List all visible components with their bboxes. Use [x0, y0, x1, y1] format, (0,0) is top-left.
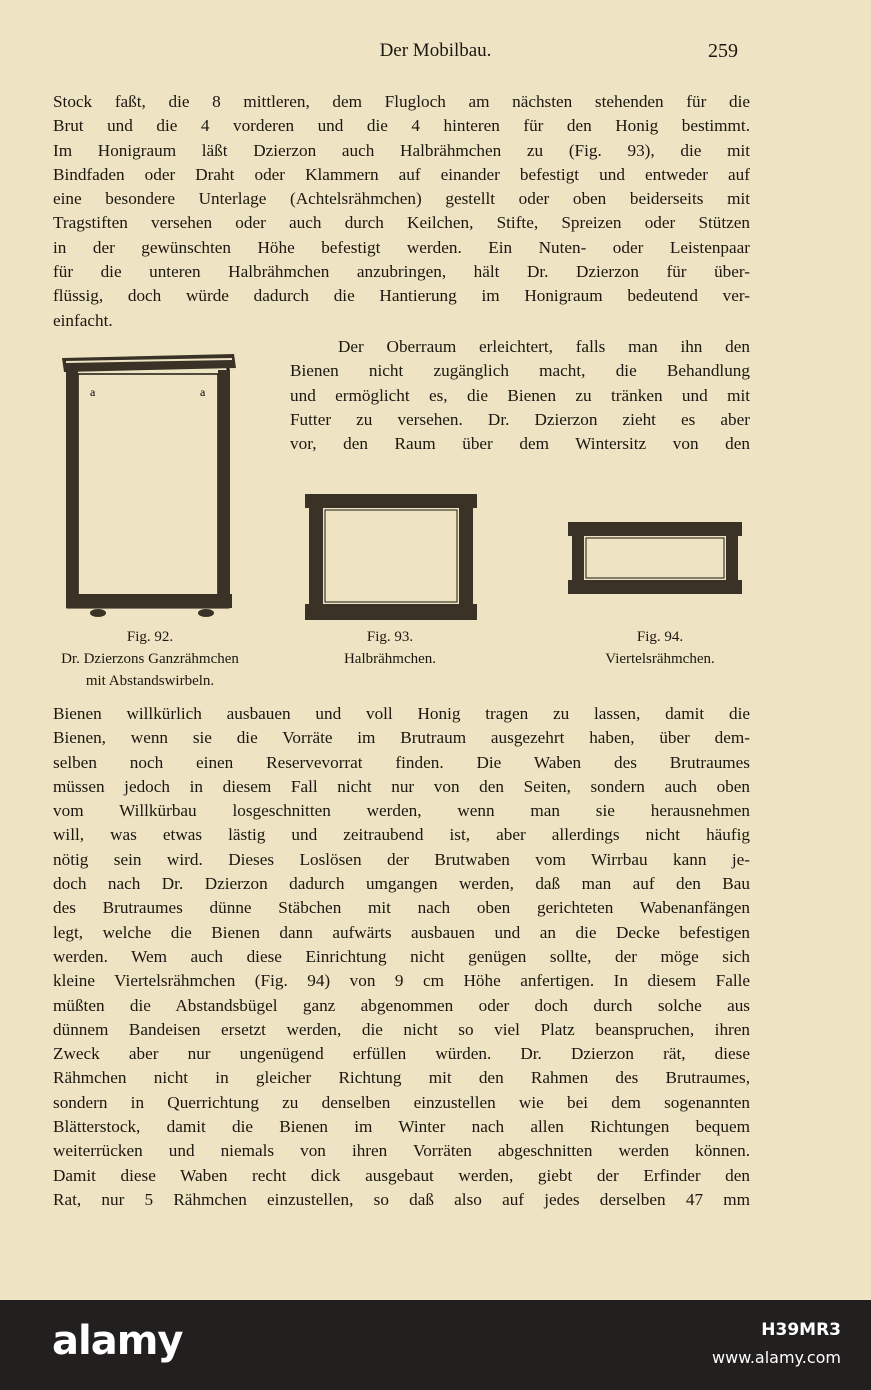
text-line: Bindfaden oder Draht oder Klammern auf einander befestigt und entweder auf: [53, 164, 750, 184]
caption-line: Halbrähmchen.: [343, 651, 437, 667]
text-line: Tragstiften versehen oder auch durch Keilchen, Stifte, Spreizen oder Stützen: [53, 213, 750, 233]
text-line: des Brutraumes dünne Stäbchen mit nach oben gerichteten Wabenanfängen: [53, 898, 750, 918]
text-line: und ermöglicht es, die Bienen zu tränken und mit: [290, 385, 750, 405]
text-line: Bienen, wenn sie die Vorräte im Brutraum ausgezehrt haben, über dem-: [53, 728, 750, 748]
text-line: für die unteren Halbrähmchen anzubringen, hält Dr. Dzierzon für über-: [53, 262, 750, 282]
figure-93-caption: [290, 626, 490, 670]
text-line: müssen jedoch in diesem Fall nicht nur von den Seiten, sondern auch oben: [53, 776, 750, 796]
running-header: Der Mobilbau.: [379, 40, 492, 61]
caption-line: Viertelsrähmchen.: [605, 651, 715, 667]
figure-92-caption: [20, 626, 280, 692]
text-line: doch nach Dr. Dzierzon dadurch umgangen werden, daß man auf den Bau: [53, 874, 750, 894]
text-line: sondern in Querrichtung zu denselben einzustellen wie bei dem sogenannten: [53, 1092, 750, 1112]
paragraph-3: [53, 702, 750, 1212]
caption-line: Dr. Dzierzons Ganzrähmchen: [61, 651, 239, 667]
text-line: Rähmchen nicht in gleicher Richtung mit den Rahmen des Brutraumes,: [53, 1068, 750, 1088]
mark-a-right: a: [200, 385, 206, 399]
text-line: eine besondere Unterlage (Achtelsrähmchen) gestellt oder oben beiderseits mit: [53, 189, 750, 209]
text-line: müßten die Abstandsbügel ganz abgenommen oder doch durch solche aus: [53, 995, 750, 1015]
text-line: in der gewünschten Höhe befestigt werden. Ein Nuten- oder Leistenpaar: [53, 237, 750, 257]
watermark-band: [0, 1300, 871, 1390]
text-line: nötig sein wird. Dieses Loslösen der Brutwaben vom Wirrbau kann je-: [53, 849, 750, 869]
paragraph-2: [290, 335, 750, 456]
text-line: vor, den Raum über dem Wintersitz von den: [290, 434, 750, 454]
text-line: werden. Wem auch diese Einrichtung nicht genügen sollte, der möge sich: [53, 946, 750, 966]
alamy-logo: alamy: [52, 1318, 183, 1364]
text-line: Im Honigraum läßt Dzierzon auch Halbrähmchen zu (Fig. 93), die mit: [53, 140, 750, 160]
text-line: Bienen willkürlich ausbauen und voll Honig tragen zu lassen, damit die: [53, 704, 750, 723]
text-line: Futter zu versehen. Dr. Dzierzon zieht es aber: [290, 409, 750, 429]
text-line: flüssig, doch würde dadurch die Hantierung im Honigraum bedeutend ver-: [53, 286, 750, 306]
figure-94-frame: [566, 520, 744, 598]
image-id: H39MR3: [761, 1320, 841, 1340]
paragraph-1: [53, 90, 750, 333]
figure-label: Fig. 93.: [366, 629, 414, 645]
text-line: will, was etwas lästig und zeitraubend ist, aber allerdings nicht häufig: [53, 825, 750, 845]
caption-line: mit Abstandswirbeln.: [85, 673, 215, 689]
figure-label: Fig. 94.: [636, 629, 684, 645]
page-number: 259: [708, 40, 738, 62]
text-line: einfacht.: [53, 310, 113, 330]
text-line: Blätterstock, damit die Bienen im Winter nach allen Richtungen bequem: [53, 1117, 750, 1137]
text-line: Zweck aber nur ungenügend erfüllen würden. Dr. Dzierzon rät, diese: [53, 1044, 750, 1064]
figure-93-frame: [303, 492, 479, 624]
text-line: kleine Viertelsrähmchen (Fig. 94) von 9 cm Höhe anfertigen. In diesem Falle: [53, 971, 750, 991]
text-line: selben noch einen Reservevorrat finden. Die Waben des Brutraumes: [53, 752, 750, 772]
text-line: Bienen nicht zugänglich macht, die Behandlung: [290, 361, 750, 381]
text-line: weiterrücken und niemals von ihren Vorräten abgeschnitten werden können.: [53, 1141, 750, 1161]
text-line: Der Oberraum erleichtert, falls man ihn den: [338, 337, 750, 356]
text-line: Rat, nur 5 Rähmchen einzustellen, so daß also auf jedes derselben 47 mm: [53, 1189, 750, 1209]
mark-a-left: a: [90, 385, 96, 399]
text-line: vom Willkürbau losgeschnitten werden, wenn man sie herausnehmen: [53, 801, 750, 821]
text-line: Stock faßt, die 8 mittleren, dem Flugloch am nächsten stehenden für die: [53, 92, 750, 111]
text-line: Brut und die 4 vorderen und die 4 hinteren für den Honig bestimmt.: [53, 116, 750, 136]
figure-label: Fig. 92.: [126, 629, 174, 645]
figure-94-caption: [555, 626, 765, 670]
figure-92-frame: [58, 350, 240, 622]
text-line: legt, welche die Bienen dann aufwärts ausbauen und an die Decke befestigen: [53, 922, 750, 942]
watermark-url: www.alamy.com: [712, 1348, 841, 1367]
text-line: Damit diese Waben recht dick ausgebaut werden, giebt der Erfinder den: [53, 1165, 750, 1185]
text-line: dünnem Bandeisen ersetzt werden, die nicht so viel Platz beanspruchen, ihren: [53, 1019, 750, 1039]
